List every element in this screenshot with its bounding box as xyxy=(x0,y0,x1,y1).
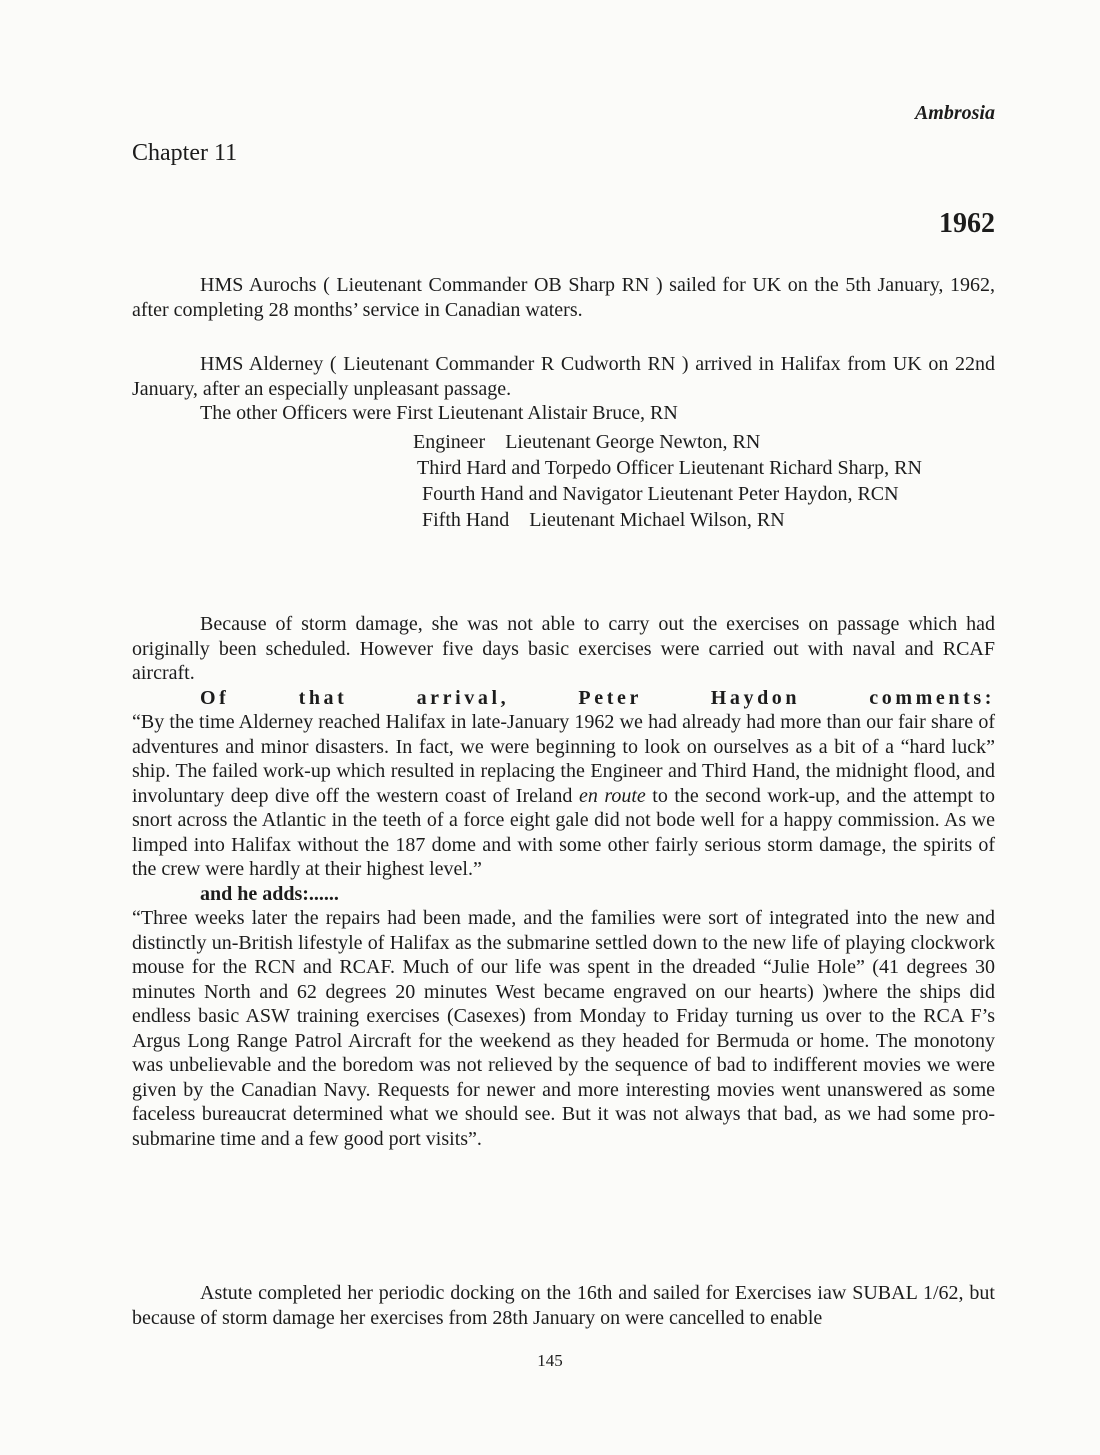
officer-fourth-hand: Fourth Hand and Navigator Lieutenant Peter Haydon, RCN xyxy=(422,483,899,505)
astute-text: Astute completed her periodic docking on the 16th and sailed for Exercises iaw SUBAL 1/62, but because of storm damage her exercises from 28th January on were cancelled to enable xyxy=(132,1282,995,1329)
paragraph-astute xyxy=(132,1281,995,1330)
officer-fifth-hand: Fifth Hand Lieutenant Michael Wilson, RN xyxy=(422,509,785,531)
paragraph-alderney xyxy=(132,352,995,426)
quote-arrival-italic: en route xyxy=(578,784,646,807)
officers-intro: The other Officers were First Lieutenant Alistair Bruce, RN xyxy=(200,402,678,424)
adds-heading: and he adds:...... xyxy=(200,882,339,905)
chapter-heading: Chapter 11 xyxy=(132,140,238,166)
aurochs-text: HMS Aurochs ( Lieutenant Commander OB Sharp RN ) sailed for UK on the 5th January, 1962, after completing 28 months’ service in Canadian waters. xyxy=(132,274,995,321)
page-number: 145 xyxy=(537,1351,563,1370)
quote-adds: “Three weeks later the repairs had been made, and the families were sort of integrated into the new and distinctly un-British lifestyle of Halifax as the submarine settled down to the new life of playing clockwork mouse for the RCN and RCAF. Much of our life was spent in the dreaded “Julie Hole” (41 degrees 30 minutes North and 62 degrees 20 minutes West became engraved on our hearts) )where the ships did endless basic ASW training exercises (Casexes) from Monday to Friday turning us over to the RCA F’s Argus Long Range Patrol Aircraft for the weekend as they headed for Bermuda or home. The monotony was unbelievable and the boredom was not relieved by the sequence of bad to indifferent movies we were given by the Canadian Navy. Requests for newer and more interesting movies went unanswered as some faceless bureaucrat determined what we should see. But it was not always that bad, as we had some pro-submarine time and a few good port visits”. xyxy=(132,907,995,1150)
arrival-heading: Of that arrival, Peter Haydon comments: xyxy=(200,686,995,709)
officer-third-hand: Third Hard and Torpedo Officer Lieutenant Richard Sharp, RN xyxy=(417,457,922,479)
officer-engineer: Engineer Lieutenant George Newton, RN xyxy=(413,431,761,453)
paragraph-aurochs xyxy=(132,273,995,322)
quote-arrival xyxy=(132,710,995,882)
quote-arrival-a: “By the time Alderney reached Halifax in late-January 1962 we had already had more than our fair share of adventures and minor disasters. In fact, we were beginning to look on ourselves as a bit of a “hard luck” ship. The failed work-up which resulted in replacing the Engineer and Third Hand, the midnight flood, and involuntary deep dive off the western coast of Ireland xyxy=(132,711,995,807)
running-title: Ambrosia xyxy=(914,102,995,124)
quote-arrival-b: to the second work-up, and the attempt to snort across the Atlantic in the teeth of a force eight gale did not bode well for a happy commission. As we limped into Halifax without the 187 dome and with some other fairly serious storm damage, the spirits of the crew were hardly at their highest level.” xyxy=(132,784,995,880)
paragraph-storm xyxy=(132,612,995,1151)
storm-text: Because of storm damage, she was not able to carry out the exercises on passage which had originally been scheduled. However five days basic exercises were carried out with naval and RCAF aircraft. xyxy=(132,613,995,684)
year-heading: 1962 xyxy=(939,208,995,239)
alderney-text: HMS Alderney ( Lieutenant Commander R Cudworth RN ) arrived in Halifax from UK on 22nd January, after an especially unpleasant passage. xyxy=(132,353,995,400)
